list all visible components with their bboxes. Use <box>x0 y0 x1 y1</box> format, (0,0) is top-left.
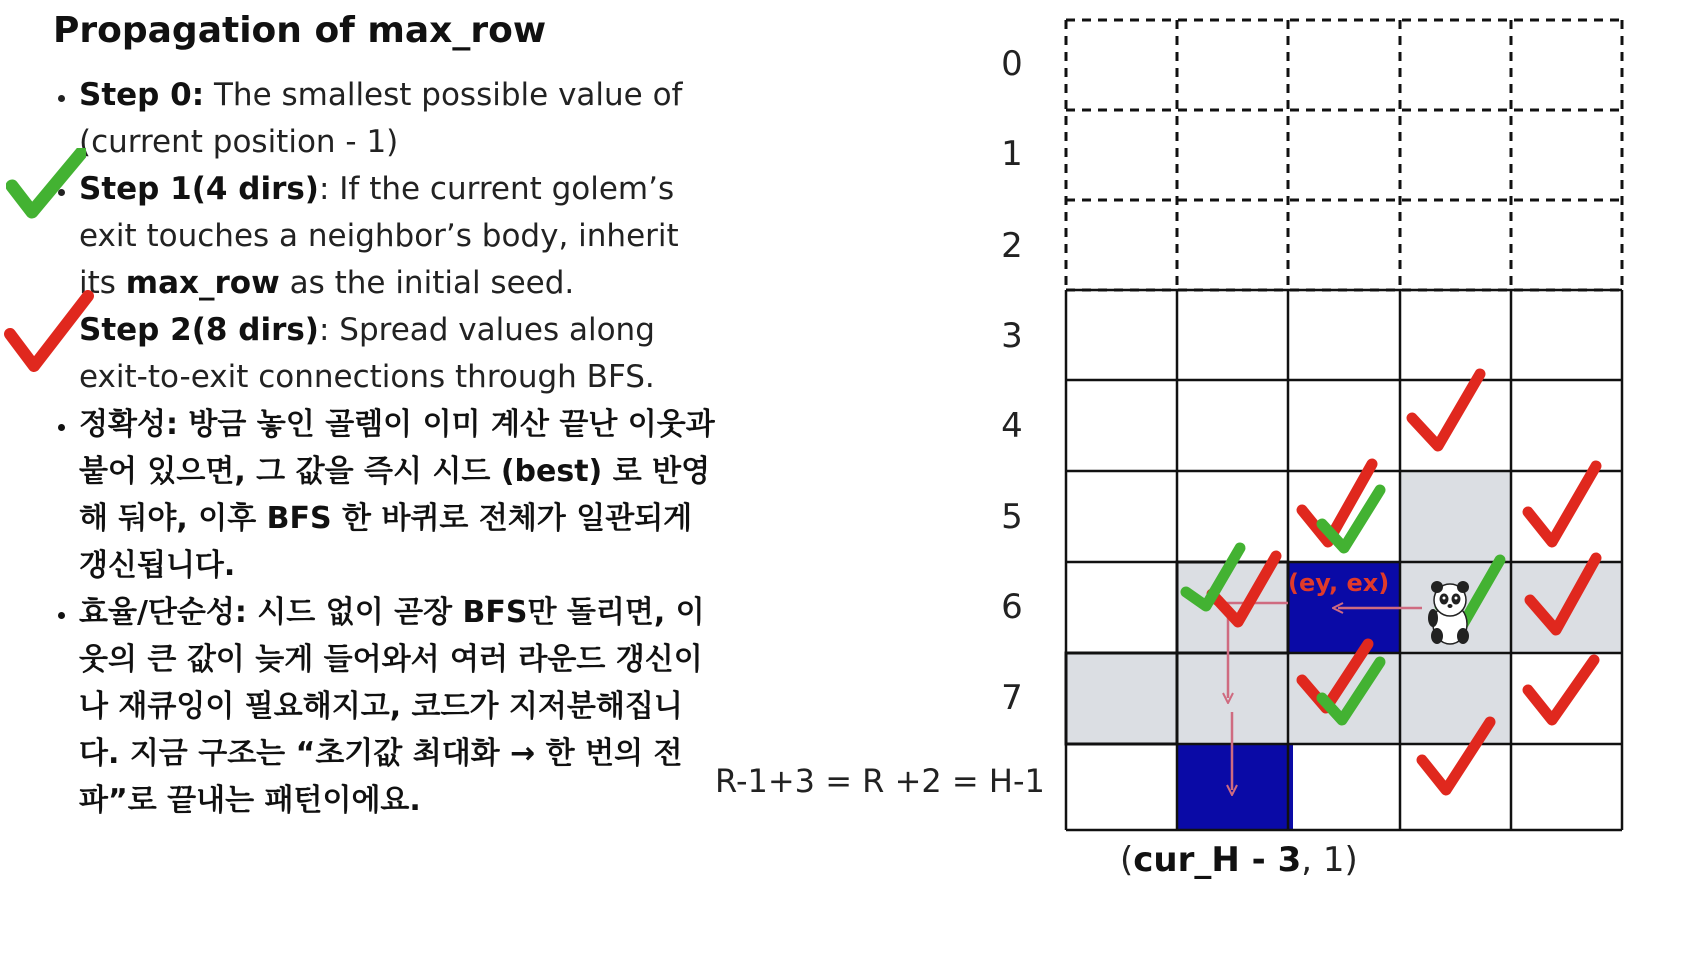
row-label-3: 3 <box>1001 316 1023 356</box>
panda-icon <box>1428 581 1469 644</box>
gray-cell <box>1066 653 1177 744</box>
step1-text-a: : If the current golem’s exit touches a neighbor’s body, inherit its <box>79 171 679 301</box>
efficiency-label: 효율/단순성: <box>79 595 247 630</box>
page-title: Propagation of max_row <box>53 10 547 51</box>
step0-text: The smallest possible value of (current position - 1) <box>79 77 683 160</box>
correctness-text: 방금 놓인 골렘이 이미 계산 끝난 이웃과 붙어 있으면, 그 값을 즉시 시드 (best) 로 반영해 둬야, 이후 BFS 한 바퀴로 전체가 일관되게 갱신됩니다. <box>79 407 715 583</box>
gray-cell <box>1400 653 1511 744</box>
row-label-1: 1 <box>1001 134 1023 174</box>
step1-bold: max_row <box>125 265 280 301</box>
step1-text-b: as the initial seed. <box>279 265 575 301</box>
step0-label: Step 0: <box>79 77 205 113</box>
row-label-2: 2 <box>1001 226 1023 266</box>
red-check-icon <box>1528 466 1596 542</box>
blue-exit-cell <box>1177 744 1293 830</box>
gray-cell <box>1177 562 1288 653</box>
step2-label: Step 2(8 dirs) <box>79 312 319 348</box>
exit-label: (ey, ex) <box>1288 569 1390 597</box>
coord-bold: cur_H - 3 <box>1133 840 1302 880</box>
row-label-7: 7 <box>1001 678 1023 718</box>
solid-grid <box>1066 290 1622 830</box>
coord-close: , 1) <box>1301 840 1358 880</box>
step1-label: Step 1(4 dirs) <box>79 171 319 207</box>
red-check-icon <box>1528 660 1594 720</box>
efficiency-text: 시드 없이 곧장 BFS만 돌리면, 이웃의 큰 값이 늦게 들어와서 여러 라운드 갱신이나 재큐잉이 필요해지고, 코드가 지저분해집니다. 지금 구조는 “초기값 최대화 → 한 번의 전파”로 끝내는 패턴이에요. <box>79 595 705 818</box>
red-check-icon <box>1302 464 1372 542</box>
dashed-grid <box>1066 20 1622 290</box>
correctness-label: 정확성: <box>79 407 178 442</box>
row-label-4: 4 <box>1001 406 1023 446</box>
row-label-5: 5 <box>1001 497 1023 537</box>
red-check-icon <box>1412 374 1480 446</box>
gray-cell <box>1400 471 1511 562</box>
row-label-0: 0 <box>1001 44 1023 84</box>
formula-label: R-1+3 = R +2 = H-1 <box>715 762 1045 800</box>
row-label-6: 6 <box>1001 587 1023 627</box>
step2-text: : Spread values along exit-to-exit connections through BFS. <box>79 312 655 395</box>
coord-open: ( <box>1120 840 1134 880</box>
